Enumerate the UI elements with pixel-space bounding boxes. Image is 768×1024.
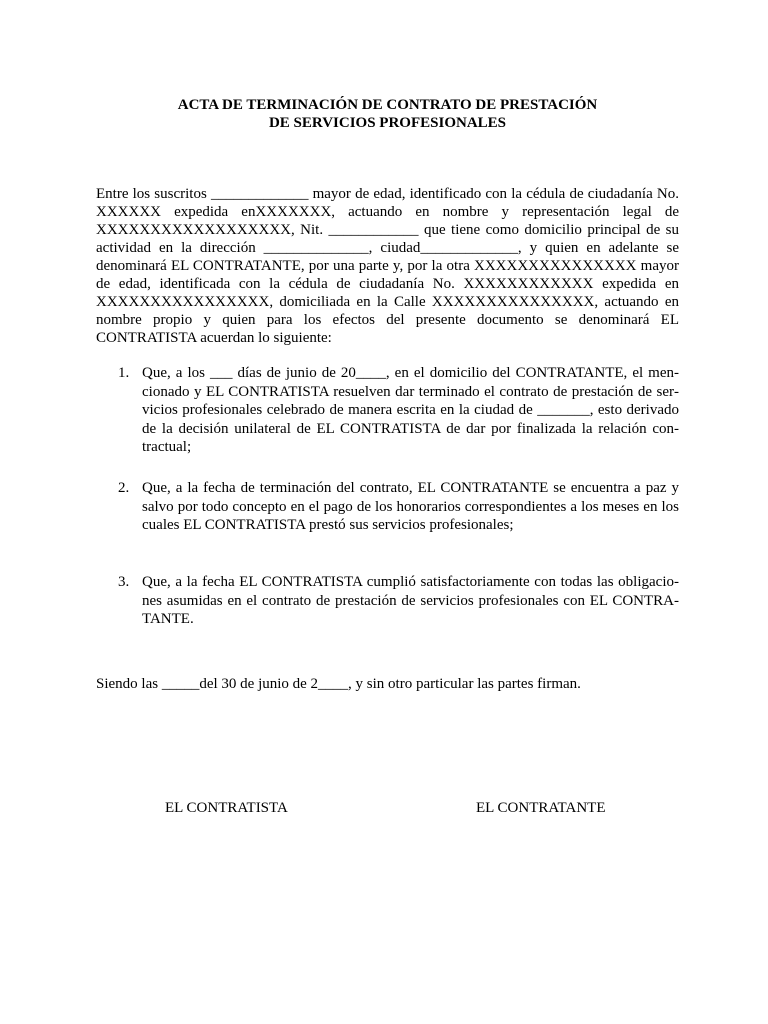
document-title-line-2: DE SERVICIOS PROFESIONALES [268,115,507,131]
list-item-text: Que, a los ___ días de junio de 20____, en el domicilio del CONTRATANTE, el mencionado y EL CONTRATISTA resuelven dar terminado el contrato de prestación de servicios profesionales celebrado de manera escrita en la ciudad de _______, esto derivado de la decisión unilateral de EL CONTRATISTA de dar por finalizada la relación contractual; [142,365,679,455]
document-title-line-1: ACTA DE TERMINACIÓN DE CONTRATO DE PRESTACIÓN [177,97,598,113]
list-item [96,364,679,457]
list-item [96,479,679,535]
list-item [96,573,679,629]
list-item-text: Que, a la fecha EL CONTRATISTA cumplió satisfactoriamente con todas las obligaciones asumidas en el contrato de prestación de servicios profesionales con EL CONTRATANTE. [142,574,679,627]
signature-contratante: EL CONTRATANTE [476,800,606,816]
signature-contratista: EL CONTRATISTA [165,800,288,816]
list-item-number: 1. [118,365,130,381]
list-item-number: 2. [118,480,130,496]
list-item-number: 3. [118,574,130,590]
list-item-text: Que, a la fecha de terminación del contrato, EL CONTRATANTE se encuentra a paz y salvo por todo concepto en el pago de los honorarios correspondientes a los meses en los cuales EL CONTRATISTA prestó sus servicios profesionales; [142,480,679,533]
closing-paragraph: Siendo las _____del 30 de junio de 2____, y sin otro particular las partes firman. [96,676,581,692]
intro-paragraph: Entre los suscritos _____________ mayor de edad, identificado con la cédula de ciudadanía No. XXXXXX expedida enXXXXXXX, actuando en nombre y representación legal de XXXXXXXXXXXXXXXXXX, Nit. ____________ que tiene como domicilio principal de su actividad en la dirección ______________, ciudad_____________, y quien en adelante se denominará EL CONTRATANTE, por una parte y, por la otra XXXXXXXXXXXXXXX mayor de edad, identificada con la cédula de ciudadanía No. XXXXXXXXXXXX expedida en XXXXXXXXXXXXXXXX, domiciliada en la Calle XXXXXXXXXXXXXXX, actuando en nombre propio y quien para los efectos del presente documento se denominará EL CONTRATISTA acuerdan lo siguiente: [96,186,679,346]
